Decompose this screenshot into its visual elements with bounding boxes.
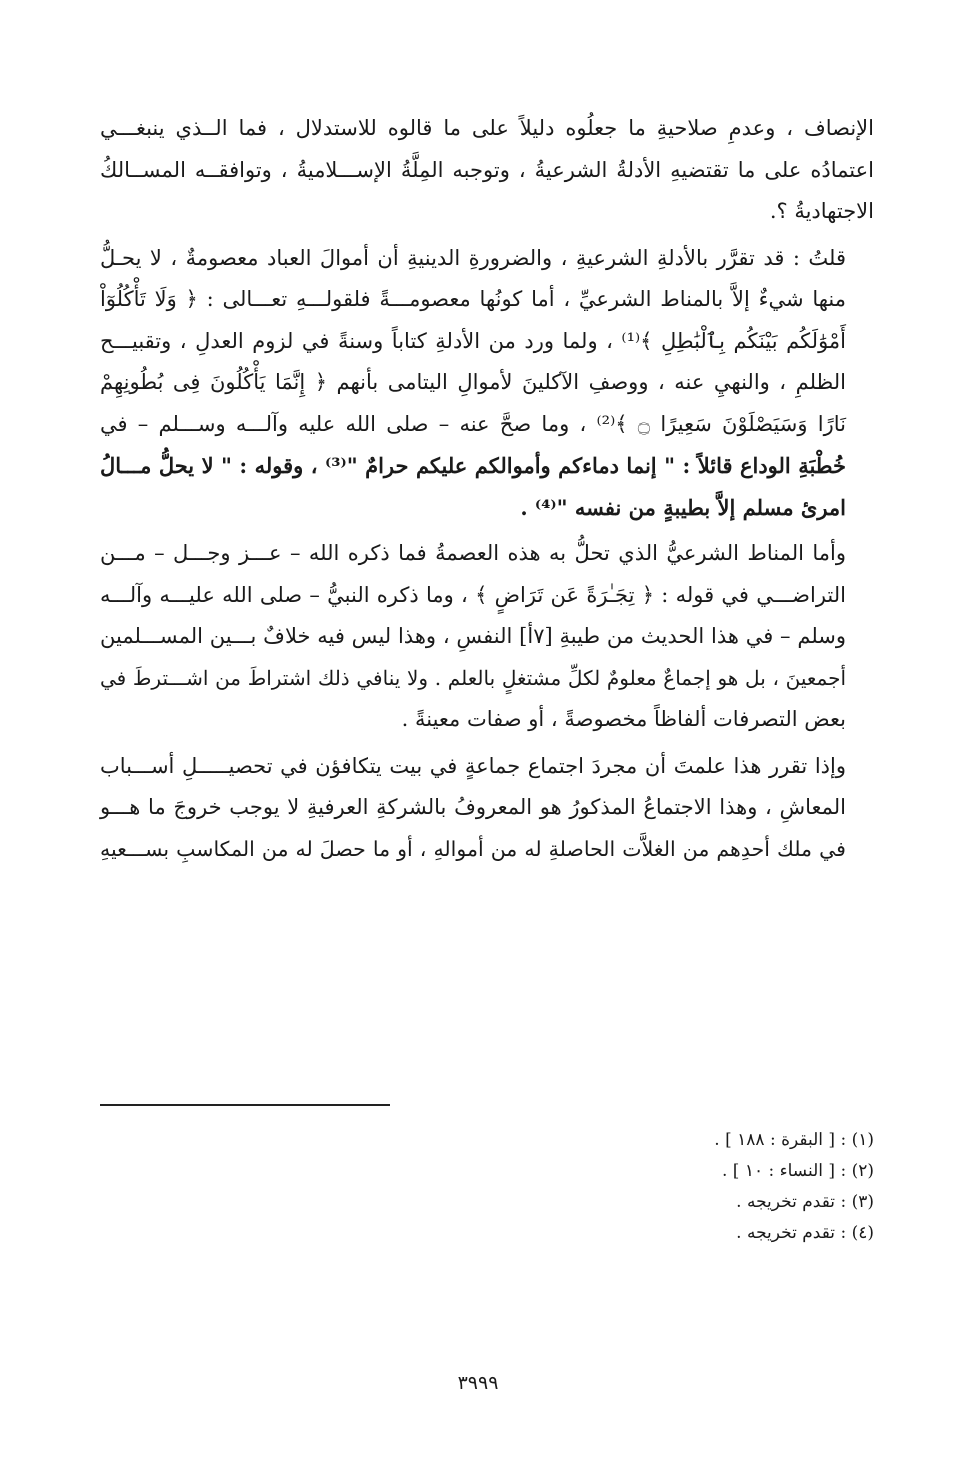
text-line: أَمْوَٰلَكُم بَيْنَكُم بِٱلْبَٰطِلِ ﴾⁽¹⁾ ، ولما ورد من الأدلةِ كتاباً وسنةً في لزوم العدلِ ، وتقبيـــح	[100, 328, 846, 353]
text-line: وأما المناط الشرعيُّ الذي تحلُّ به هذه العصمةُ فما ذكره الله – عـــز وجـــل – مـــن	[100, 541, 846, 565]
text-line: الظلمِ ، والنهيِ عنه ، ووصفِ الآكلينَ لأموالِ اليتامى بأنهم ﴿ إِنَّمَا يَأْكُلُونَ فِى بُطُونِهِمْ	[100, 370, 846, 394]
text-line: التراضـــي في قوله : ﴿ تِجَـٰرَةً عَن تَرَاضٍ ﴾ ، وما ذكره النبيُّ – صلى الله عليـــه وآلـــه	[100, 582, 846, 607]
footnote: (٤) : تقدم تخريجه .	[736, 1223, 874, 1243]
footnote: (٢) : [ النساء : ١٠ ] .	[721, 1161, 874, 1181]
footnote: (١) : [ البقرة : ١٨٨ ] .	[714, 1130, 874, 1150]
text-line: منها شيءٌ إلاَّ بالمناط الشرعيِّ ، أما كونُها معصومـــةً فلقولـــهِ تعـــالى : ﴿ وَلَا تَأْكُلُوٓاْ	[100, 287, 846, 311]
paragraph-2	[100, 238, 874, 529]
text-line: خُطْبَةِ الوداع قائلاً : " إنما دماءكم وأموالكم عليكم حرامٌ "⁽³⁾ ، وقوله : " لا يحلُّ مـــالُ	[100, 453, 847, 478]
main-text	[100, 108, 874, 875]
paragraph-1	[100, 108, 874, 233]
text-line: بعض التصرفات ألفاظاً مخصوصةً ، أو صفات معينةً .	[401, 707, 846, 731]
text-line: في ملك أحدِهم من الغلاَّت الحاصلةِ له من أموالهِ ، أو ما حصلَ له من المكاسبِ بســـعيهِ	[100, 836, 846, 861]
text-line: نَارًا وَسَيَصْلَوْنَ سَعِيرًا ۝ ﴾⁽²⁾ ، وما صحَّ عنه – صلى الله عليه وآلـــه وســـلم – في	[100, 411, 846, 436]
text-line: المعاشِ ، وهذا الاجتماعُ المذكورُ هو المعروفُ بالشركةِ العرفيةِ لا يوجب خروجَ ما هـــو	[100, 795, 846, 819]
text-line: وإذا تقرر هذا علمتَ أن مجردَ اجتماع جماعةٍ في بيت يتكافؤن في تحصيـــــلِ أســـباب	[100, 753, 846, 778]
text-line: وسلم – في هذا الحديث من طيبةِ [٧أ] النفسِ ، وهذا ليس فيه خلافٌ بـــين المســـلمين	[100, 624, 847, 648]
text-line: الإنصاف ، وعدمِ صلاحيةِ ما جعلُوه دليلاً على ما قالوه للاستدلال ، فما الــذي ينبغـــي	[100, 116, 874, 140]
text-line: امرئ مسلم إلاَّ بطيبةٍ من نفسه "⁽⁴⁾ .	[520, 494, 846, 520]
footnote: (٣) : تقدم تخريجه .	[736, 1192, 874, 1212]
page-number: ٣٩٩٩	[457, 1372, 499, 1394]
paragraph-3	[100, 533, 874, 741]
text-line: أجمعينَ ، بل هو إجماعٌ معلومٌ لكلِّ مشتغلٍ بالعلم . ولا ينافي ذلك اشتراطَ من اشـــترطَ في	[100, 665, 846, 690]
footnote-divider	[100, 1104, 390, 1106]
footnotes	[100, 1125, 874, 1249]
paragraph-4	[100, 746, 874, 871]
text-line: قلتُ : قد تقرَّر بالأدلةِ الشرعيةِ ، والضرورةِ الدينيةِ أن أموالَ العباد معصومةٌ ، لا يحـلُّ	[100, 245, 846, 270]
text-line: الاجتهاديةُ ؟.	[769, 199, 874, 223]
text-line: اعتمادُه على ما تقتضيهِ الأدلةُ الشرعيةُ ، وتوجبه المِلَّةُ الإســـلاميةُ ، وتوافقــه المســالكُ	[100, 157, 874, 182]
